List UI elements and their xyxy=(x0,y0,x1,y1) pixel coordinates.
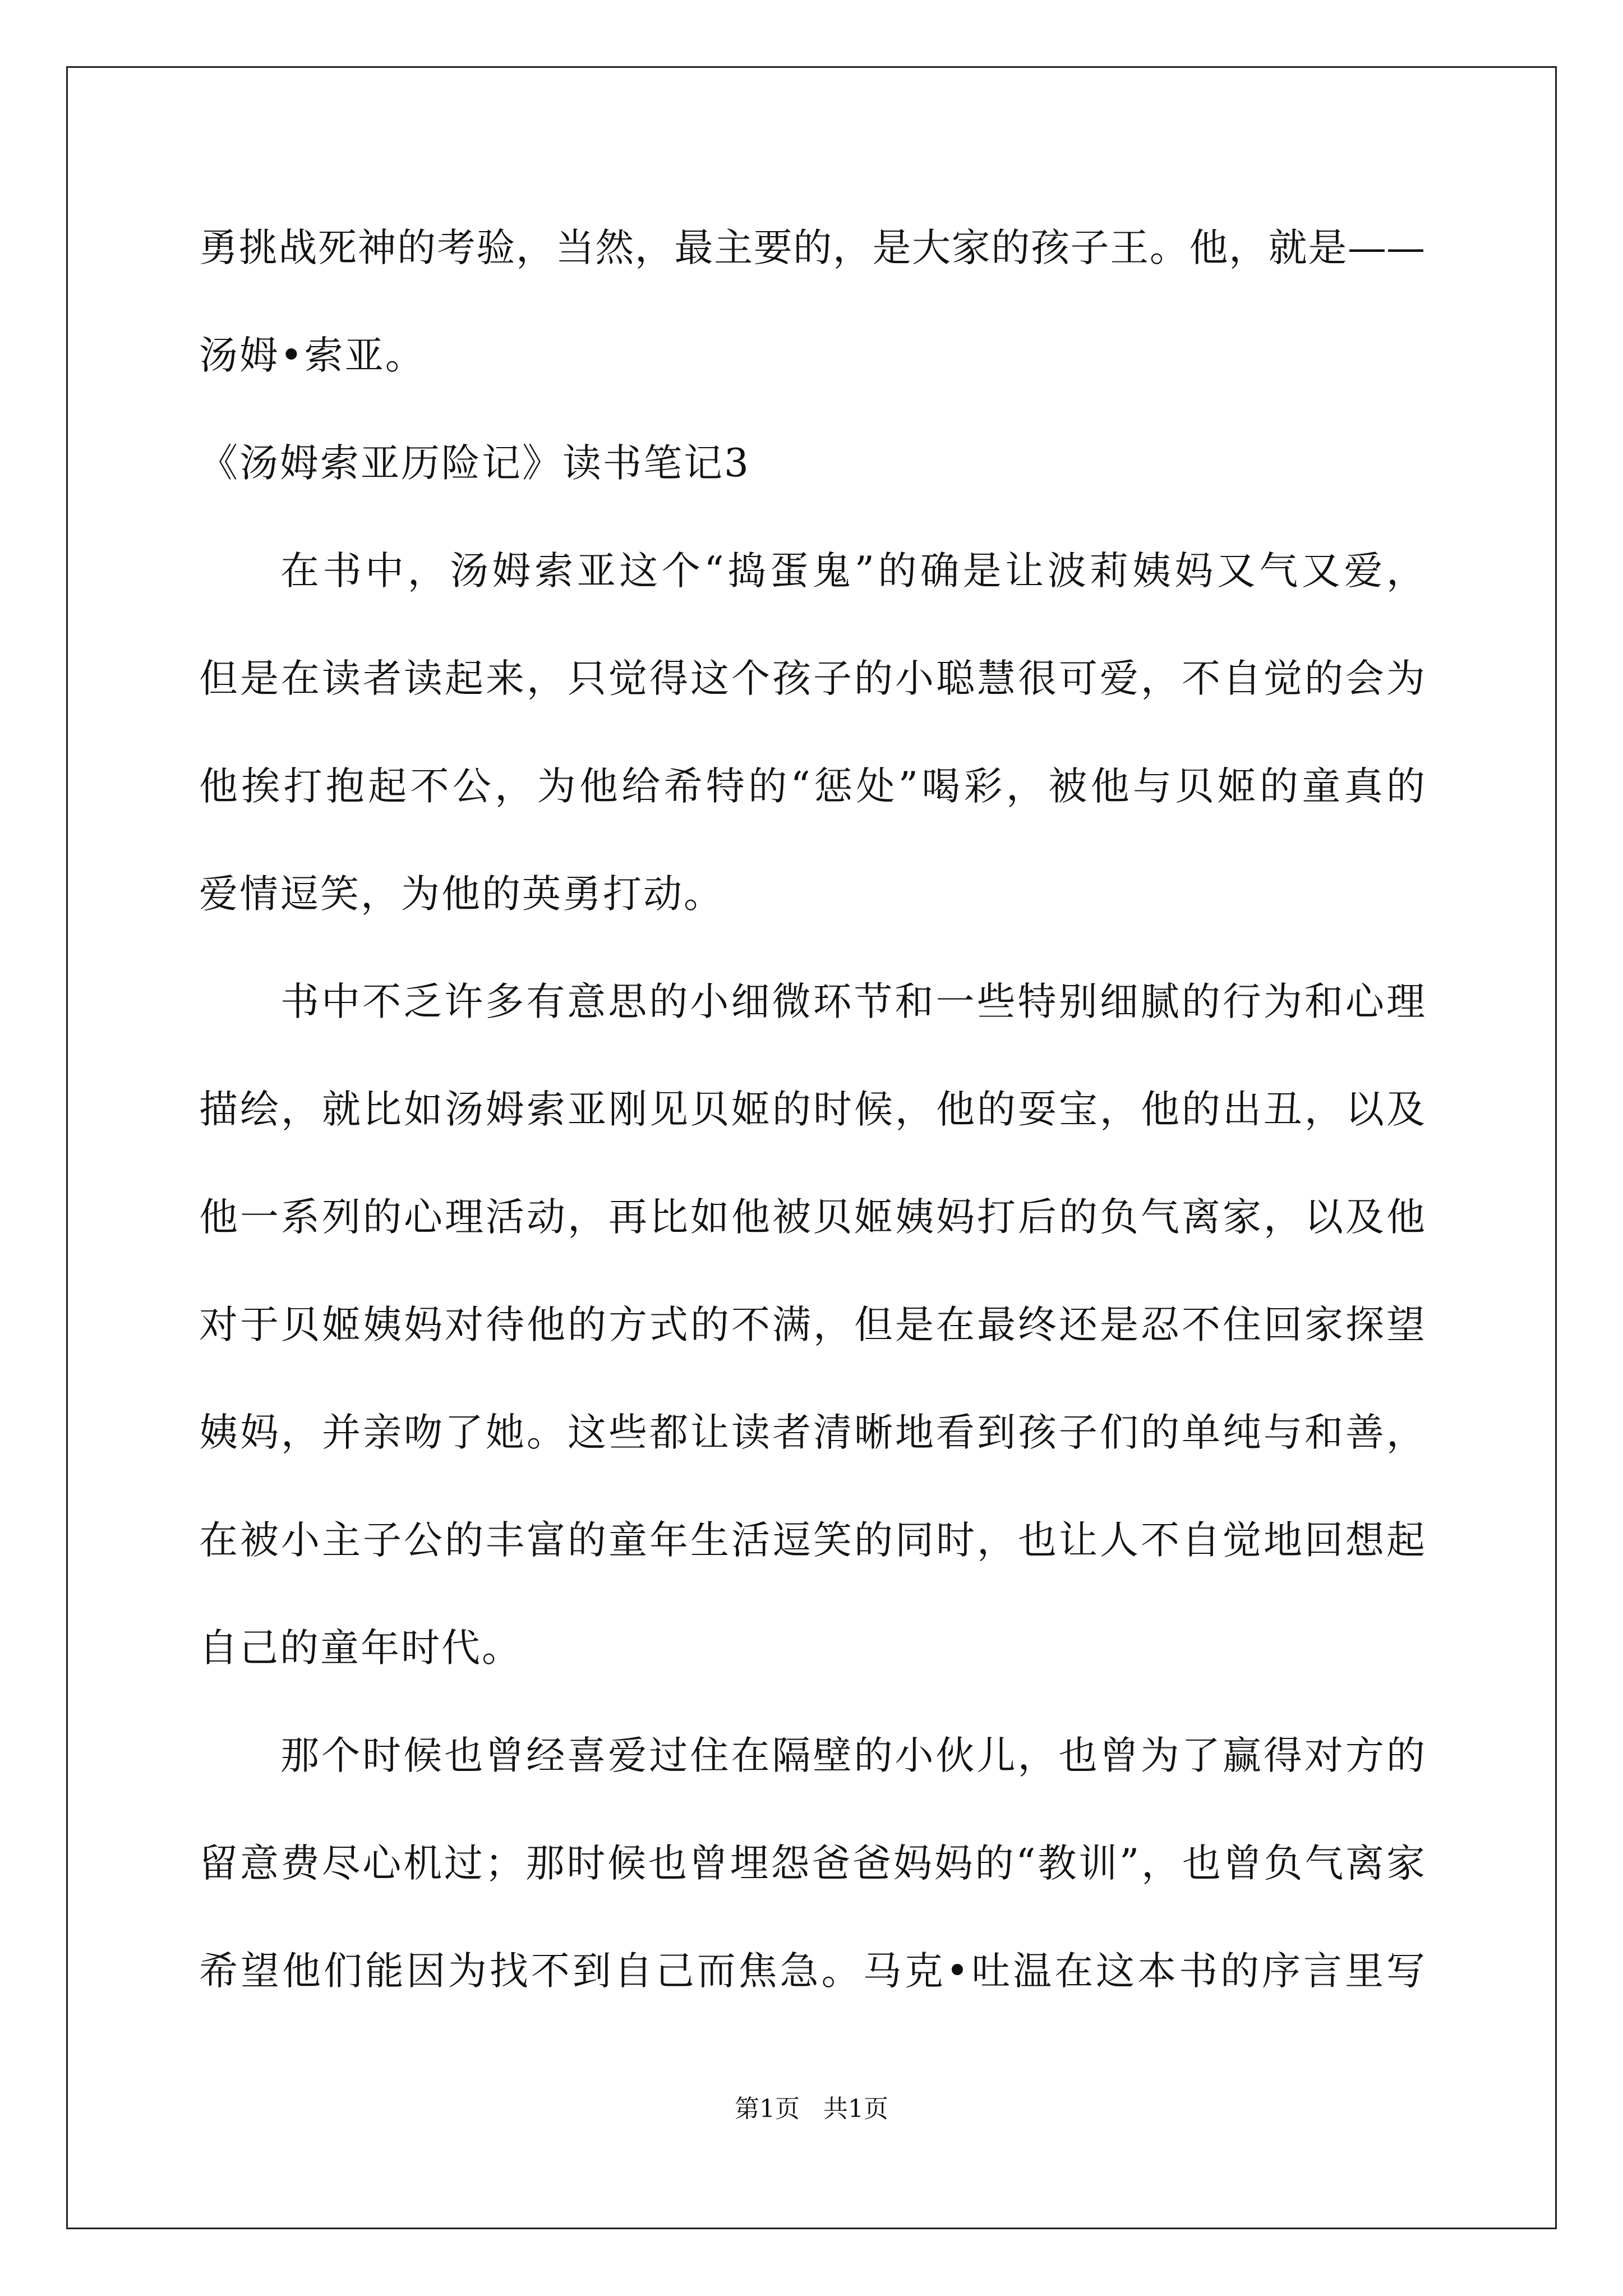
text-line: 对于贝姬姨妈对待他的方式的不满，但是在最终还是忍不住回家探望 xyxy=(199,1303,1425,1347)
text-line: 汤姆•索亚。 xyxy=(199,333,426,378)
page-footer: 第1页 共1页 xyxy=(735,2095,888,2123)
text-line: 爱情逗笑，为他的英勇打动。 xyxy=(199,872,724,917)
text-line: 书中不乏许多有意思的小细微环节和一些特别细腻的行为和心理 xyxy=(280,979,1425,1024)
text-line: 他挨打抱起不公，为他给希特的“惩处”喝彩，被他与贝姬的童真的 xyxy=(199,764,1425,809)
text-line: 但是在读者读起来，只觉得这个孩子的小聪慧很可爱，不自觉的会为 xyxy=(199,656,1425,701)
text-line: 希望他们能因为找不到自己而焦急。马克•吐温在这本书的序言里写 xyxy=(199,1949,1425,1994)
page-border xyxy=(66,66,1557,2229)
text-line: 姨妈，并亲吻了她。这些都让读者清晰地看到孩子们的单纯与和善， xyxy=(199,1410,1425,1455)
text-line: 描绘，就比如汤姆索亚刚见贝姬的时候，他的耍宝，他的出丑，以及 xyxy=(199,1087,1425,1132)
text-line: 勇挑战死神的考验，当然，最主要的，是大家的孩子王。他，就是—— xyxy=(199,226,1425,270)
text-line: 自己的童年时代。 xyxy=(199,1626,522,1671)
text-line: 他一系列的心理活动，再比如他被贝姬姨妈打后的负气离家，以及他 xyxy=(199,1195,1425,1240)
text-line: 在书中，汤姆索亚这个“捣蛋鬼”的确是让波莉姨妈又气又爱， xyxy=(280,549,1425,593)
section-heading: 《汤姆索亚历险记》读书笔记3 xyxy=(199,441,750,486)
text-line: 留意费尽心机过；那时候也曾埋怨爸爸妈妈的“教训”，也曾负气离家 xyxy=(199,1841,1425,1886)
text-line: 那个时候也曾经喜爱过住在隔壁的小伙儿，也曾为了赢得对方的 xyxy=(280,1733,1425,1778)
text-line: 在被小主子公的丰富的童年生活逗笑的同时，也让人不自觉地回想起 xyxy=(199,1518,1425,1563)
